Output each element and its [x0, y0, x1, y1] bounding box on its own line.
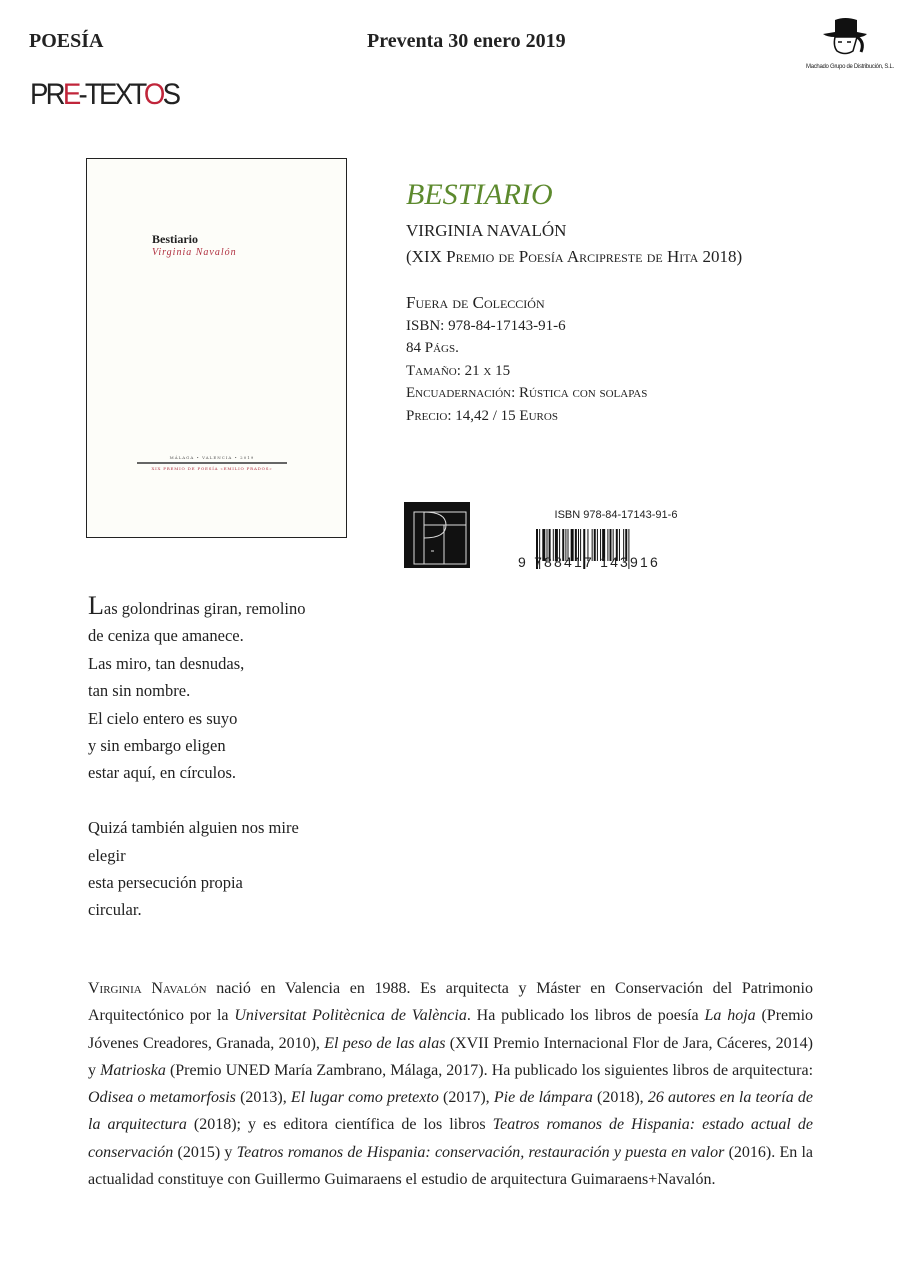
bio-text: (2017), — [438, 1089, 494, 1107]
isbn-barcode — [516, 509, 702, 575]
book-isbn: ISBN: 978-84-17143-91-6 — [406, 317, 566, 334]
bio-title-ref: El lugar como pretexto — [290, 1089, 439, 1107]
bio-text: nació en Valencia en 1988. Es arquitecta y Máster en Conservación del Patrimonio Arquitectónico por la — [88, 980, 813, 1025]
cover-author: Virginia Navalón — [152, 247, 237, 258]
poem-line: esta persecución propia — [88, 873, 243, 893]
poem-line: circular. — [88, 900, 142, 920]
book-collection: Fuera de Colección — [406, 293, 545, 312]
poem-line: Quizá también alguien nos mire — [88, 818, 299, 838]
book-price: Precio: 14,42 / 15 Euros — [406, 407, 558, 424]
poem-line: de ceniza que amanece. — [88, 626, 244, 646]
cover-divider — [137, 462, 287, 464]
poem-line — [88, 592, 306, 622]
bio-text: (XVII Premio Internacional Flor de Jara, Cáceres, 2014) y — [88, 1034, 814, 1079]
book-cover — [86, 158, 347, 538]
cover-place-line: MÁLAGA • VALENCIA • 2019 — [169, 455, 255, 460]
category-label: POESÍA — [29, 30, 104, 52]
pt-monogram-logo — [404, 502, 470, 568]
bio-title-ref: Odisea o metamorfosis — [88, 1089, 236, 1107]
poem-line — [88, 787, 306, 814]
book-size: Tamaño: 21 x 15 — [406, 362, 511, 379]
book-binding: Encuadernación: Rústica con solapas — [406, 385, 648, 401]
book-prize: (XIX Premio de Poesía Arcipreste de Hita 2018) — [406, 247, 743, 266]
poem-line: tan sin nombre. — [88, 681, 191, 701]
pretextos-logo: PRE-TEXTOS — [30, 78, 179, 111]
pt-monogram-icon — [404, 502, 470, 568]
book-author: VIRGINIA NAVALÓN — [406, 221, 567, 240]
bio-title-ref: La hoja — [704, 1007, 756, 1025]
book-pages: 84 Págs. — [406, 340, 459, 356]
poem-line-text: as golondrinas giran, remolino — [103, 599, 306, 618]
bio-text: Virginia Navalón — [88, 980, 207, 997]
bio-text: (Premio UNED María Zambrano, Málaga, 2017). Ha publicado los siguientes libros de arquitectura: — [165, 1061, 814, 1079]
bio-title-ref: 26 autores en la teoría de la arquitectura — [88, 1089, 814, 1134]
bio-title-ref: Matrioska — [100, 1061, 166, 1079]
poem-excerpt — [88, 592, 306, 924]
book-info — [406, 178, 742, 427]
bio-text: (2015) y — [173, 1143, 237, 1161]
poem-line: estar aquí, en círculos. — [88, 763, 236, 783]
barcode-digits: 9 788417 143916 — [518, 554, 660, 570]
poem-line: Las miro, tan desnudas, — [88, 653, 245, 673]
author-bio — [88, 975, 813, 1193]
bio-text: . Ha publicado los libros de poesía — [466, 1007, 705, 1025]
book-title: BESTIARIO — [406, 178, 553, 211]
bio-text: (Premio Jóvenes Creadores, Granada, 2010), — [88, 1007, 814, 1052]
cover-prize-line: XIX PREMIO DE POESÍA «EMILIO PRADOS» — [151, 466, 273, 471]
hat-man-icon — [819, 16, 871, 60]
poem-line: El cielo entero es suyo — [88, 708, 238, 728]
bio-title-ref: Teatros romanos de Hispania: estado actual de conservación — [88, 1116, 814, 1161]
bio-title-ref: Universitat Politècnica de València — [234, 1007, 467, 1025]
cover-title: Bestiario — [152, 232, 198, 246]
bio-text: (2013), — [235, 1089, 291, 1107]
bio-text: (2018), — [592, 1089, 648, 1107]
bio-title-ref: Pie de lámpara — [493, 1089, 593, 1107]
bio-text: (2018); y es editora científica de los libros — [186, 1116, 493, 1134]
distributor-caption: Machado Grupo de Distribución, S.L. — [806, 64, 894, 70]
bio-title-ref: Teatros romanos de Hispania: conservación, restauración y puesta en valor — [236, 1143, 725, 1161]
bio-title-ref: El peso de las alas — [324, 1034, 446, 1052]
bio-text: (2016). En la actualidad constituye con Guillermo Guimaraens el estudio de arquitectura Guimaraens+Navalón. — [88, 1143, 814, 1189]
drop-cap: L — [88, 591, 104, 620]
poem-line: elegir — [88, 845, 126, 865]
presale-date: Preventa 30 enero 2019 — [367, 30, 566, 52]
poem-line: y sin embargo eligen — [88, 736, 226, 756]
barcode-isbn-label: ISBN 978-84-17143-91-6 — [554, 509, 678, 521]
distributor-logo — [806, 16, 894, 70]
